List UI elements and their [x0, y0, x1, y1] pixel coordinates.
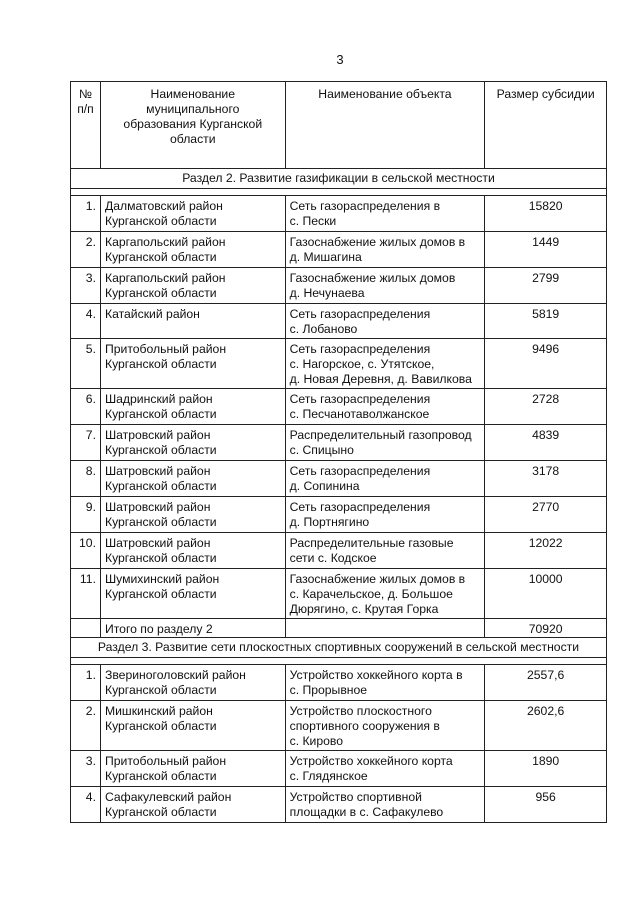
row-number: 1. — [71, 196, 101, 232]
object-cell — [285, 339, 485, 389]
object-cell-line: д. Мишагина — [289, 250, 362, 264]
object-cell-line: д. Сопинина — [289, 479, 360, 493]
object-cell — [285, 569, 485, 619]
subsidy-cell: 2728 — [485, 389, 607, 425]
object-cell-line: с. Прорывное — [289, 683, 368, 697]
header-mun-line: образования Курганской — [123, 117, 263, 131]
table-header-row — [71, 82, 607, 169]
table-row — [71, 751, 607, 787]
page-number: 3 — [336, 52, 344, 67]
subsidy-cell: 15820 — [485, 196, 607, 232]
municipality-cell-line: Курганской области — [104, 286, 217, 300]
section-header-row — [71, 169, 607, 189]
municipality-cell-line: Курганской области — [104, 683, 217, 697]
municipality-cell — [100, 665, 285, 701]
municipality-cell — [100, 701, 285, 751]
municipality-cell — [100, 232, 285, 268]
table-row — [71, 268, 607, 304]
row-number: 9. — [71, 497, 101, 533]
object-cell-line: сети с. Кодское — [289, 551, 377, 565]
object-cell-line: Сеть газораспределения — [289, 464, 431, 478]
section-header-row — [71, 638, 607, 658]
object-cell-line: Газоснабжение жилых домов — [289, 271, 456, 285]
table-row — [71, 461, 607, 497]
table-row — [71, 304, 607, 339]
table-row — [71, 787, 607, 823]
object-cell-line: д. Нечунаева — [289, 286, 365, 300]
table-row — [71, 232, 607, 268]
municipality-cell-line: Каргапольский район — [104, 271, 226, 285]
header-mun-line: муниципального — [146, 102, 240, 116]
municipality-cell-line: Притобольный район — [104, 754, 227, 768]
subsidy-table — [70, 81, 607, 823]
object-cell-line: с. Нагорское, с. Утятское, — [289, 357, 435, 371]
municipality-cell-line: Шатровский район — [104, 500, 211, 514]
table-row — [71, 497, 607, 533]
object-cell — [285, 665, 485, 701]
subsidy-cell: 2557,6 — [485, 665, 607, 701]
object-cell-line: д. Новая Деревня, д. Вавилкова — [289, 372, 472, 386]
object-cell-line: Сеть газораспределения — [289, 500, 431, 514]
object-cell — [285, 787, 485, 823]
table-row — [71, 339, 607, 389]
row-number: 3. — [71, 268, 101, 304]
municipality-cell-line: Курганской области — [104, 479, 217, 493]
row-number: 11. — [71, 569, 101, 619]
object-cell-line: Устройство хоккейного корта в — [289, 668, 463, 682]
subsidy-cell: 4839 — [485, 425, 607, 461]
municipality-cell-line: Курганской области — [104, 443, 217, 457]
municipality-cell-line: Курганской области — [104, 769, 217, 783]
object-cell-line: Сеть газораспределения — [289, 392, 431, 406]
object-cell-line: Устройство хоккейного корта — [289, 754, 453, 768]
total-sum: 70920 — [485, 619, 607, 638]
subsidy-cell: 956 — [485, 787, 607, 823]
object-cell — [285, 497, 485, 533]
object-cell-line: Сеть газораспределения в — [289, 199, 441, 213]
row-number: 10. — [71, 533, 101, 569]
municipality-cell — [100, 339, 285, 389]
row-number: 2. — [71, 701, 101, 751]
header-mun-line: Наименование — [150, 87, 236, 101]
object-cell — [285, 425, 485, 461]
row-number: 6. — [71, 389, 101, 425]
municipality-cell-line: Притобольный район — [104, 342, 227, 356]
object-cell-line: с. Пески — [289, 214, 337, 228]
header-mun-line: области — [169, 132, 216, 146]
object-cell-line: Сеть газораспределения — [289, 342, 431, 356]
object-cell-line: д. Портнягино — [289, 515, 370, 529]
row-number: 4. — [71, 787, 101, 823]
subsidy-cell: 2770 — [485, 497, 607, 533]
section-title: Раздел 2. Развитие газификации в сельской местности — [71, 169, 607, 189]
header-subsidy: Размер субсидии — [485, 82, 607, 169]
row-number: 4. — [71, 304, 101, 339]
object-cell — [285, 701, 485, 751]
spacer-cell — [71, 658, 607, 665]
municipality-cell — [100, 389, 285, 425]
object-cell-line: Устройство плоскостного — [289, 704, 432, 718]
object-cell-line: Устройство спортивной — [289, 790, 422, 804]
row-number: 8. — [71, 461, 101, 497]
table-row — [71, 389, 607, 425]
table-row — [71, 425, 607, 461]
object-cell-line: Сеть газораспределения — [289, 307, 431, 321]
subsidy-cell: 2602,6 — [485, 701, 607, 751]
subsidy-cell: 1449 — [485, 232, 607, 268]
municipality-cell — [100, 425, 285, 461]
municipality-cell-line: Шадринский район — [104, 392, 213, 406]
municipality-cell-line: Курганской области — [104, 214, 217, 228]
object-cell-line: Распределительные газовые — [289, 536, 454, 550]
subsidy-cell: 9496 — [485, 339, 607, 389]
municipality-cell — [100, 304, 285, 339]
table-row — [71, 701, 607, 751]
object-cell — [285, 461, 485, 497]
municipality-cell — [100, 787, 285, 823]
municipality-cell — [100, 497, 285, 533]
table-row — [71, 533, 607, 569]
municipality-cell-line: Звериноголовский район — [104, 668, 246, 682]
subsidy-cell: 2799 — [485, 268, 607, 304]
municipality-cell-line: Шатровский район — [104, 464, 211, 478]
object-cell-line: Газоснабжение жилых домов в — [289, 572, 466, 586]
object-cell-line: площадки в с. Сафакулево — [289, 805, 444, 819]
subsidy-cell: 12022 — [485, 533, 607, 569]
object-cell — [285, 232, 485, 268]
municipality-cell-line: Курганской области — [104, 250, 217, 264]
object-cell-line: с. Песчанотаволжанское — [289, 407, 430, 421]
object-cell — [285, 304, 485, 339]
row-number: 1. — [71, 665, 101, 701]
municipality-cell-line: Курганской области — [104, 515, 217, 529]
municipality-cell-line: Мишкинский район — [104, 704, 213, 718]
header-object: Наименование объекта — [285, 82, 485, 169]
municipality-cell — [100, 569, 285, 619]
municipality-cell-line: Шатровский район — [104, 536, 211, 550]
subsidy-cell: 1890 — [485, 751, 607, 787]
row-number: 7. — [71, 425, 101, 461]
object-cell-line: с. Глядянское — [289, 769, 368, 783]
object-cell-line: с. Кирово — [289, 734, 344, 748]
subsidy-cell: 10000 — [485, 569, 607, 619]
row-number: 5. — [71, 339, 101, 389]
total-row — [71, 619, 607, 638]
row-number: 2. — [71, 232, 101, 268]
object-cell-line: спортивного сооружения в — [289, 719, 440, 733]
header-num — [71, 82, 101, 169]
municipality-cell-line: Курганской области — [104, 357, 217, 371]
object-cell-line: Газоснабжение жилых домов в — [289, 235, 466, 249]
object-cell-line: Дюрягино, с. Крутая Горка — [289, 602, 439, 616]
table-row — [71, 196, 607, 232]
municipality-cell-line: Курганской области — [104, 407, 217, 421]
subsidy-cell: 3178 — [485, 461, 607, 497]
municipality-cell-line: Курганской области — [104, 719, 217, 733]
municipality-cell — [100, 461, 285, 497]
municipality-cell-line: Каргапольский район — [104, 235, 226, 249]
municipality-cell-line: Курганской области — [104, 551, 217, 565]
header-num-line: № — [78, 87, 93, 101]
spacer-row — [71, 658, 607, 665]
object-cell — [285, 389, 485, 425]
subsidy-cell: 5819 — [485, 304, 607, 339]
municipality-cell — [100, 751, 285, 787]
municipality-cell-line: Курганской области — [104, 805, 217, 819]
section-title: Раздел 3. Развитие сети плоскостных спортивных сооружений в сельской местности — [71, 638, 607, 658]
row-number: 3. — [71, 751, 101, 787]
object-cell — [285, 751, 485, 787]
table-row — [71, 665, 607, 701]
object-cell-line: с. Спицыно — [289, 443, 354, 457]
total-num-cell — [71, 619, 101, 638]
spacer-cell — [71, 189, 607, 196]
municipality-cell-line: Курганской области — [104, 587, 217, 601]
municipality-cell-line: Сафакулевский район — [104, 790, 232, 804]
object-cell — [285, 268, 485, 304]
municipality-cell-line: Катайский район — [104, 307, 200, 321]
total-label: Итого по разделу 2 — [100, 619, 285, 638]
municipality-cell-line: Шатровский район — [104, 428, 211, 442]
object-cell — [285, 196, 485, 232]
municipality-cell — [100, 533, 285, 569]
total-object-cell — [285, 619, 485, 638]
header-num-line: п/п — [77, 102, 94, 116]
object-cell-line: с. Карачельское, д. Большое — [289, 587, 453, 601]
header-municipality — [100, 82, 285, 169]
municipality-cell-line: Далматовский район — [104, 199, 223, 213]
municipality-cell — [100, 196, 285, 232]
table-row — [71, 569, 607, 619]
object-cell-line: Распределительный газопровод — [289, 428, 472, 442]
municipality-cell — [100, 268, 285, 304]
object-cell — [285, 533, 485, 569]
spacer-row — [71, 189, 607, 196]
municipality-cell-line: Шумихинский район — [104, 572, 220, 586]
object-cell-line: с. Лобаново — [289, 322, 358, 336]
